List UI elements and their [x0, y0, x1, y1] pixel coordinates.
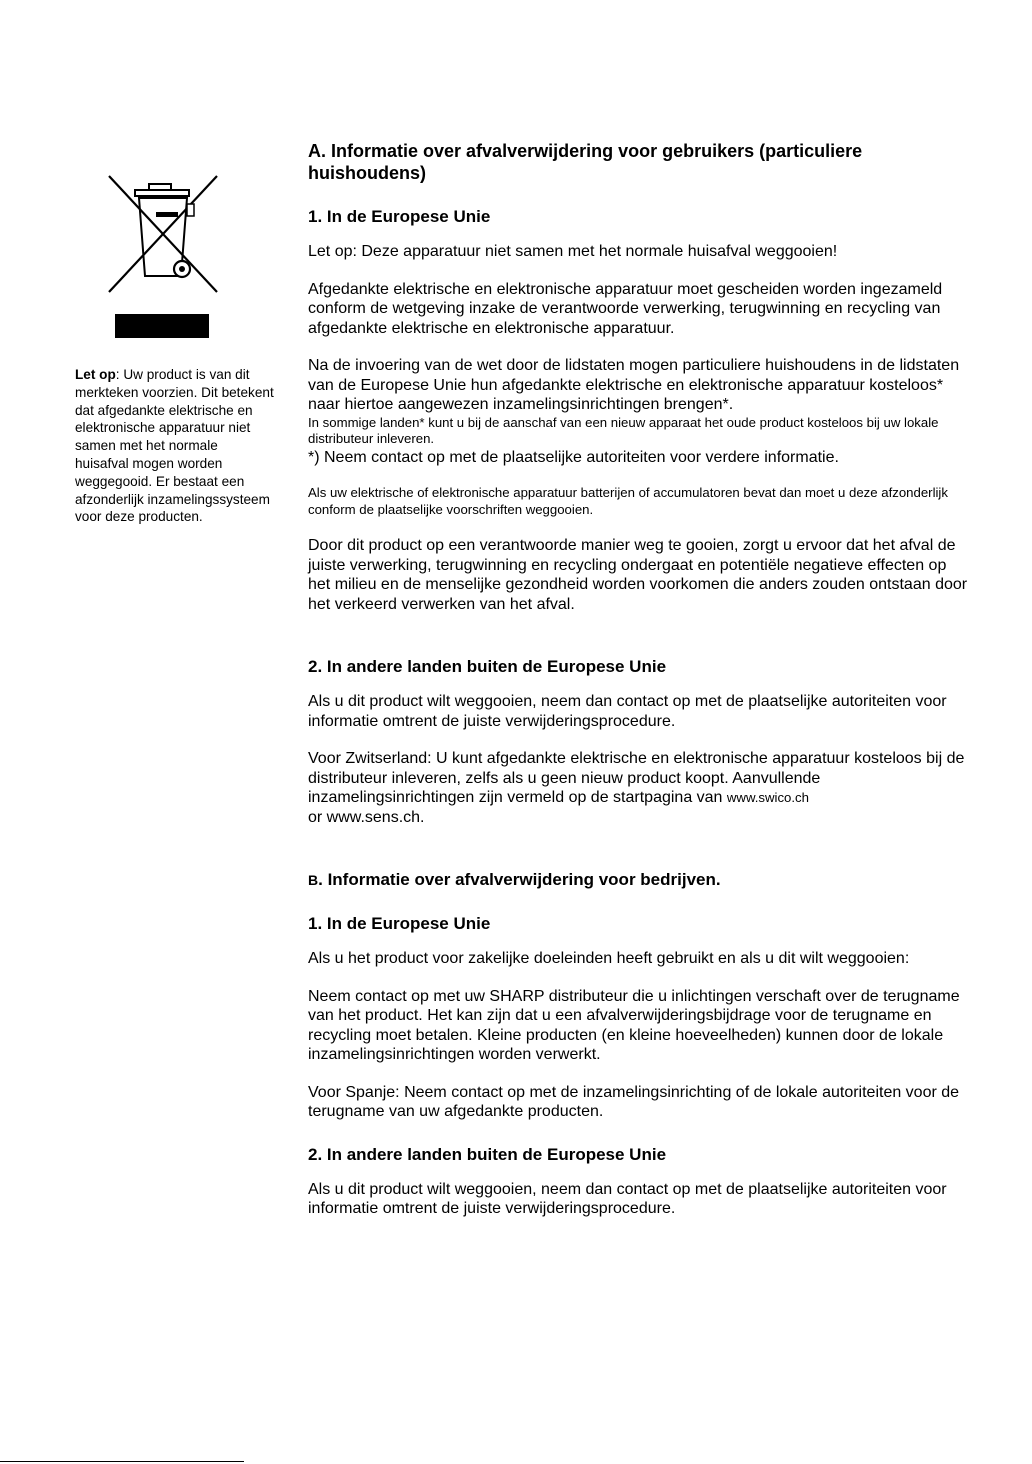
- section-a-other-p2: [308, 749, 968, 827]
- sidebar-note: [75, 366, 275, 526]
- section-a-other-heading: 2. In andere landen buiten de Europese Unie: [308, 657, 667, 676]
- section-b-title: [308, 869, 968, 891]
- section-a-title: A. Informatie over afvalverwijdering voor gebruikers (particuliere huishoudens): [308, 141, 863, 183]
- section-b-eu-p3: Voor Spanje: Neem contact op met de inzamelingsinrichting of de lokale autoriteiten voor de terugname van uw afgedankte producten.: [308, 1083, 960, 1120]
- section-a-eu-p3-small: In sommige landen* kunt u bij de aanschaf van een nieuw apparaat het oude product kosteloos bij uw lokale distributeur inleveren.: [308, 414, 939, 446]
- section-a-eu-p2: Afgedankte elektrische en elektronische apparatuur moet gescheiden worden ingezameld conform de wetgeving inzake de verantwoorde verwerking, terugwinning en recycling van afgedankte elektrische en elektronische apparatuur.: [308, 280, 943, 337]
- section-b-other-p1: Als u dit product wilt weggooien, neem dan contact op met de plaatselijke autoriteiten voor informatie omtrent de juiste verwijderingsprocedure.: [308, 1180, 947, 1217]
- note-bold-label: Let op: [75, 367, 116, 382]
- section-a-eu-p5: Door dit product op een verantwoorde manier weg te gooien, zorgt u ervoor dat het afval de juiste verwerking, terugwinning en recycling ondergaat en potentiële negatieve effecten op het milieu en de menselijke gezondheid worden voorkomen die anders zouden ontstaan door het verkeerd verwerken van het afval.: [308, 537, 968, 613]
- footer-rule: [0, 1461, 244, 1462]
- section-b-title-letter: B: [308, 872, 319, 888]
- swico-link: www.swico.ch: [726, 790, 809, 805]
- section-b-other-heading: 2. In andere landen buiten de Europese Unie: [308, 1144, 667, 1164]
- section-b-eu-heading: 1. In de Europese Unie: [308, 914, 491, 933]
- section-b-title-text: . Informatie over afvalverwijdering voor bedrijven.: [318, 870, 721, 889]
- main-content: [308, 140, 968, 1219]
- section-b-eu-p1: Als u het product voor zakelijke doeleinden heeft gebruikt en als u dit wilt weggooien:: [308, 950, 910, 967]
- section-a-eu-heading: 1. In de Europese Unie: [308, 207, 491, 226]
- section-b-eu-p2: Neem contact op met uw SHARP distributeur die u inlichtingen verschaft over de terugname van het product. Het kan zijn dat u een afvalverwijderingsbijdrage voor de terugname en recycling moet betalen. Kleine producten (en kleine hoeveelheden) kunnen door de lokale inzamelingsinrichtingen worden verwerkt.: [308, 987, 960, 1063]
- section-a-eu-p3-note: *) Neem contact op met de plaatselijke autoriteiten voor verdere informatie.: [308, 448, 839, 466]
- sidebar: [75, 172, 275, 526]
- note-text: : Uw product is van dit merkteken voorzien. Dit betekent dat afgedankte elektrische en elektronische apparatuur niet samen met het normale huisafval mogen worden weggegooid. Er bestaat een afzonderlijk inzamelingssysteem voor deze producten.: [75, 367, 274, 525]
- section-a-eu-p1: Let op: Deze apparatuur niet samen met het normale huisafval weggooien!: [308, 243, 838, 260]
- section-a-other-p2-text: Voor Zwitserland: U kunt afgedankte elektrische en elektronische apparatuur kosteloos bij de distributeur inleveren, zelfs als u geen nieuw product koopt. Aanvullende inzamelingsinrichtingen zijn vermeld op de startpagina van: [308, 750, 965, 806]
- crossed-out-wheelie-bin-icon: [105, 172, 225, 344]
- section-a-other-p2-end: or www.sens.ch.: [308, 808, 425, 826]
- section-a-eu-p3: Na de invoering van de wet door de lidstaten mogen particuliere huishoudens in de lidstaten van de Europese Unie hun afgedankte elektrische en elektronische apparatuur kosteloos* naar hiertoe aangewezen inzamelingsinrichtingen brengen*.: [308, 357, 960, 413]
- section-a-eu-p4: Als uw elektrische of elektronische apparatuur batterijen of accumulatoren bevat dan moet u deze afzonderlijk conform de plaatselijke voorschriften weggooien.: [308, 485, 948, 517]
- section-a-other-p1: Als u dit product wilt weggooien, neem dan contact op met de plaatselijke autoriteiten voor informatie omtrent de juiste verwijderingsprocedure.: [308, 693, 947, 730]
